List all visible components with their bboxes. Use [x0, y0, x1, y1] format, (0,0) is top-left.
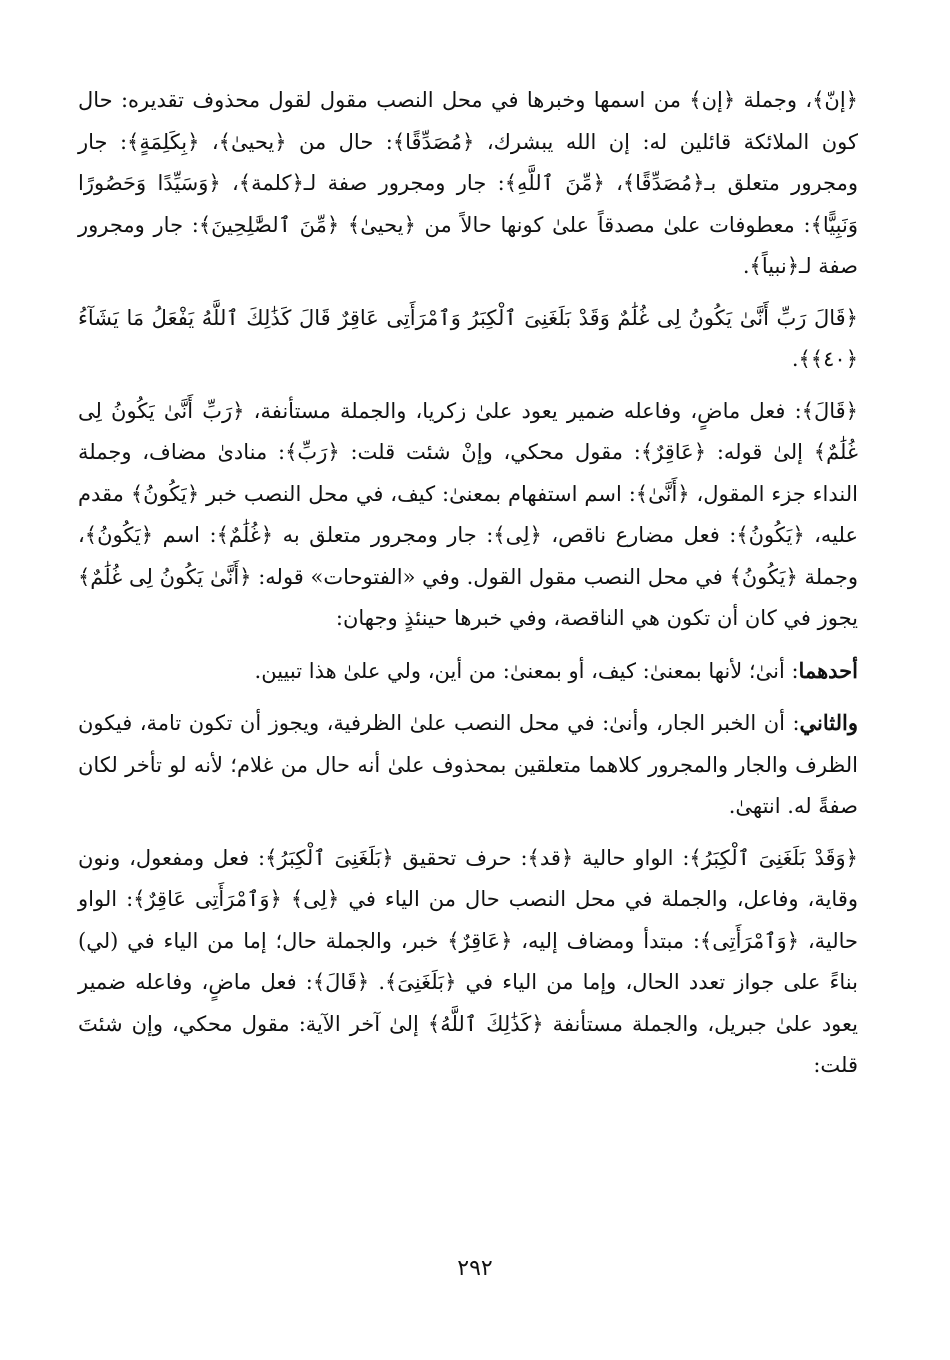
- text-line: : أنىٰ؛ لأنها بمعنىٰ: كيف، أو بمعنىٰ: من أين، ولي علىٰ هذا: [308, 658, 799, 683]
- text-line: في محل النصب مقول القول. وفي «الفتوحات» قوله: ﴿أَنَّىٰ يَكُونُ لِى غُلَٰمٌ﴾ يجوز: [78, 564, 858, 630]
- text-line: : أن الخبر الجار، وأنىٰ: في محل النصب علىٰ الظرفية، ويجوز أن: [239, 711, 800, 735]
- text-line: الياء في ﴿بَلَغَنِىَ﴾. ﴿قَالَ﴾: فعل ماضٍ، وفاعله ضمير يعود علىٰ جبريل،: [78, 970, 858, 1036]
- text-line: ﴿إنّ﴾، وجملة ﴿إن﴾ من اسمها وخبرها في محل النصب مقول لقول محذوف: [192, 88, 858, 112]
- text-line: تكون تامة، فيكون الظرف والجار والمجرور كلاهما متعلقين بمحذوف علىٰ أنه: [78, 711, 858, 777]
- quran-verse: [78, 298, 858, 381]
- text-line: في كان أن تكون هي الناقصة، وفي خبرها حينئذٍ وجهان:: [335, 606, 811, 630]
- text-line: فعل ومفعول، ونون وقاية، وفاعل، والجملة في محل النصب حال من الياء في: [78, 845, 858, 911]
- text-line: كونها حالاً من ﴿يحيىٰ﴾ ﴿مِّنَ ٱلصَّٰلِحِينَ﴾: جار ومجرور صفة لـ﴿نبياً﴾.: [78, 212, 858, 278]
- text-line: تقديره: حال كون الملائكة قائلين له: إن الله يبشرك، ﴿مُصَدِّقًا﴾: حال من: [78, 88, 858, 154]
- text-line: ﴿قَالَ﴾: فعل ماضٍ، وفاعله ضمير يعود علىٰ زكريا، والجملة مستأنفة،: [253, 398, 858, 423]
- lead-word: والثاني: [799, 710, 858, 735]
- text-line: ﴿رَبِّ أَنَّىٰ يَكُونُ لِى غُلَٰمٌ﴾ إلىٰ قوله: ﴿عَاقِرٌ﴾: مقول محكي، وإنْ شئت قلت:: [78, 398, 858, 464]
- text-line: والجملة مستأنفة ﴿كَذَٰلِكَ ٱللَّهُ﴾ إلىٰ آخر الآية: مقول محكي، وإن شئتَ قلت:: [78, 1011, 858, 1077]
- text-line: ﴿وَقَدْ بَلَغَنِىَ ٱلْكِبَرُ﴾: الواو حالية ﴿قد﴾: حرف تحقيق ﴿بَلَغَنِىَ ٱلْكِبَرُ﴾:: [258, 845, 858, 870]
- paragraph-3: [78, 391, 858, 640]
- paragraph-6: [78, 838, 858, 1087]
- lead-word: أحدهما: [798, 657, 858, 683]
- text-line: ناقص، ﴿لِى﴾: جار ومجرور متعلق به ﴿غُلَٰمٌ﴾: اسم ﴿يَكُونُ﴾، وجملة ﴿يَكُونُ﴾: [78, 523, 858, 589]
- verse-line: يَفْعَلُ مَا يَشَآءُ ﴿٤٠﴾﴾.: [78, 305, 858, 371]
- paragraph-first-view: [78, 650, 858, 693]
- verse-line: ﴿قَالَ رَبِّ أَنَّىٰ يَكُونُ لِى غُلَٰمٌ وَقَدْ بَلَغَنِىَ ٱلْكِبَرُ وَٱمْرَأَتِى عَاقِرٌ قَالَ كَذَٰلِكَ ٱللَّهُ: [201, 305, 858, 330]
- text-line: حال من غلام؛ لأنه لو تأخر لكان صفةً له. انتهىٰ.: [78, 752, 858, 818]
- text-line: ﴿لِى﴾ ﴿وَٱمْرَأَتِى عَاقِرٌ﴾: الواو حالية، ﴿وَٱمْرَأَتِى﴾: مبتدأ ومضاف إليه، ﴿عَاقِرٌ﴾: [78, 887, 858, 953]
- text-line: بمعنىٰ: كيف، في محل النصب خبر ﴿يَكُونُ﴾ مقدم عليه، ﴿يَكُونُ﴾: فعل مضارع: [78, 481, 859, 547]
- page-number: ٢٩٢: [457, 1256, 493, 1281]
- text-line: ومجرور صفة لـ﴿كلمة﴾، ﴿وَسَيِّدًا وَحَصُورًا وَنَبِيًّا﴾: معطوفات علىٰ مصدقاً علىٰ: [78, 171, 858, 237]
- paragraph-1: [78, 80, 858, 288]
- text-line: خبر، والجملة حال؛ إما من الياء في (لي) بناءً على جواز تعدد الحال، وإما من: [78, 928, 858, 994]
- text-line: ﴿رَبِّ﴾: منادىٰ مضاف، وجملة النداء جزء المقول، ﴿أَنَّىٰ﴾: اسم استفهام: [78, 440, 858, 506]
- text-line: تبيين.: [254, 658, 303, 683]
- text-line: ﴿يحيىٰ﴾، ﴿بِكَلِمَةٍ﴾: جار ومجرور متعلق بـ﴿مُصَدِّقًا﴾، ﴿مِّنَ ٱللَّهِ﴾: جار: [78, 129, 858, 195]
- page-body: [78, 80, 858, 1087]
- paragraph-second-view: [78, 702, 858, 828]
